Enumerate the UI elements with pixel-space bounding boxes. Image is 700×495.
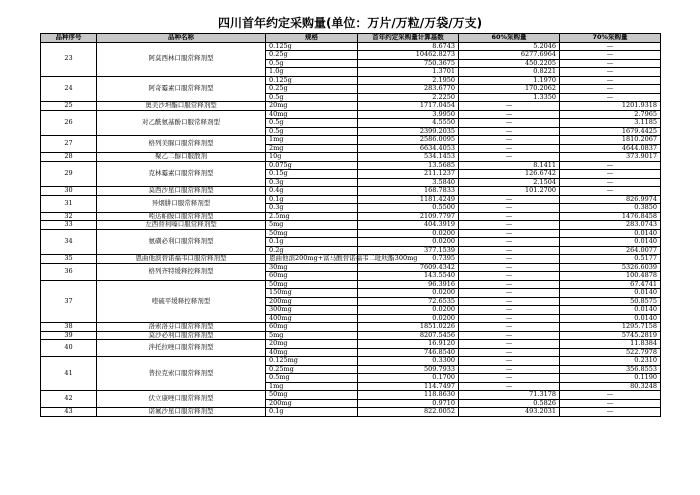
cell-70pct: 1679.4425	[560, 127, 661, 136]
cell-drug-name: 诺氟沙星口服常释剂型	[97, 408, 266, 417]
table-row	[41, 195, 661, 204]
table-row	[41, 280, 661, 289]
cell-60pct: —	[459, 314, 560, 323]
cell-seq: 31	[41, 195, 97, 212]
cell-60pct: —	[459, 306, 560, 315]
cell-spec: 1.0g	[266, 68, 358, 77]
cell-base: 2.2250	[358, 93, 459, 102]
cell-spec: 1mg	[266, 136, 358, 145]
cell-70pct: 67.4741	[560, 280, 661, 289]
cell-spec: 0.125mg	[266, 357, 358, 366]
cell-spec: 0.25mg	[266, 365, 358, 374]
cell-base: 2109.7797	[358, 212, 459, 221]
cell-60pct: 101.2700	[459, 187, 560, 196]
table-row	[41, 391, 661, 400]
cell-70pct: —	[560, 42, 661, 51]
cell-spec: 0.15g	[266, 170, 358, 179]
cell-base: 822.0052	[358, 408, 459, 417]
cell-60pct: —	[459, 144, 560, 153]
cell-60pct: —	[459, 280, 560, 289]
cell-base: 0.1700	[358, 374, 459, 383]
cell-spec: 0.25g	[266, 85, 358, 94]
cell-spec: 60mg	[266, 323, 358, 332]
cell-60pct: —	[459, 374, 560, 383]
cell-base: 118.8630	[358, 391, 459, 400]
cell-base: 746.8540	[358, 348, 459, 357]
cell-spec: 恩曲他滨200mg+富马酸替诺福韦二吡呋酯300mg	[266, 255, 358, 264]
cell-base: 8.6743	[358, 42, 459, 51]
cell-drug-name: 克林霉素口服常释剂型	[97, 161, 266, 187]
table-header	[41, 34, 661, 43]
cell-70pct: 0.0140	[560, 229, 661, 238]
cell-base: 2399.2035	[358, 127, 459, 136]
cell-base: 0.0200	[358, 314, 459, 323]
cell-spec: 0.075g	[266, 161, 358, 170]
cell-base: 10462.8273	[358, 51, 459, 60]
cell-base: 3.9950	[358, 110, 459, 119]
cell-60pct: —	[459, 297, 560, 306]
cell-seq: 26	[41, 110, 97, 136]
cell-70pct: 1476.8458	[560, 212, 661, 221]
cell-spec: 0.2g	[266, 246, 358, 255]
cell-60pct: 1.1970	[459, 76, 560, 85]
cell-drug-name: 异烟肼口服常释剂型	[97, 195, 266, 212]
cell-70pct: 0.1190	[560, 374, 661, 383]
cell-base: 1.3701	[358, 68, 459, 77]
cell-seq: 32	[41, 212, 97, 221]
cell-spec: 1mg	[266, 382, 358, 391]
cell-70pct: —	[560, 399, 661, 408]
table-row	[41, 102, 661, 111]
cell-seq: 39	[41, 331, 97, 340]
cell-base: 2586.0095	[358, 136, 459, 145]
cell-drug-name: 恩曲他滨替诺福韦口服常释剂型	[97, 255, 266, 264]
cell-60pct: —	[459, 221, 560, 230]
cell-base: 7609.4342	[358, 263, 459, 272]
cell-70pct: 5326.6039	[560, 263, 661, 272]
cell-seq: 33	[41, 221, 97, 230]
cell-base: 0.0200	[358, 306, 459, 315]
table-row	[41, 323, 661, 332]
cell-60pct: —	[459, 323, 560, 332]
cell-drug-name: 莫沙必利口服常释剂型	[97, 331, 266, 340]
cell-seq: 37	[41, 280, 97, 323]
cell-70pct: —	[560, 178, 661, 187]
cell-70pct: 0.0140	[560, 238, 661, 247]
cell-base: 168.7833	[358, 187, 459, 196]
cell-spec: 40mg	[266, 110, 358, 119]
cell-base: 8207.5456	[358, 331, 459, 340]
cell-drug-name: 氨磺必利口服常释剂型	[97, 229, 266, 255]
cell-60pct: —	[459, 340, 560, 349]
cell-70pct: 1810.2067	[560, 136, 661, 145]
cell-70pct: 100.4878	[560, 272, 661, 281]
cell-60pct: —	[459, 263, 560, 272]
cell-spec: 150mg	[266, 289, 358, 298]
cell-spec: 0.5g	[266, 119, 358, 128]
cell-drug-name: 普拉克索口服常释剂型	[97, 357, 266, 391]
cell-seq: 30	[41, 187, 97, 196]
cell-spec: 200mg	[266, 297, 358, 306]
cell-70pct: —	[560, 93, 661, 102]
cell-drug-name: 阿奇霉素口服常释剂型	[97, 76, 266, 102]
procurement-table	[40, 33, 661, 417]
cell-base: 4.5550	[358, 119, 459, 128]
cell-spec: 50mg	[266, 280, 358, 289]
cell-spec: 5mg	[266, 221, 358, 230]
cell-70pct: 5745.2819	[560, 331, 661, 340]
cell-drug-name: 伏立康唑口服常释剂型	[97, 391, 266, 408]
table-row	[41, 110, 661, 119]
cell-70pct: 1201.9318	[560, 102, 661, 111]
cell-spec: 0.1g	[266, 408, 358, 417]
cell-70pct: 826.9974	[560, 195, 661, 204]
cell-70pct: —	[560, 170, 661, 179]
cell-70pct: 1295.7158	[560, 323, 661, 332]
cell-spec: 20mg	[266, 340, 358, 349]
cell-70pct: 0.3850	[560, 204, 661, 213]
cell-spec: 5mg	[266, 331, 358, 340]
cell-70pct: 0.5177	[560, 255, 661, 264]
cell-70pct: —	[560, 408, 661, 417]
table-row	[41, 42, 661, 51]
cell-base: 0.5500	[358, 204, 459, 213]
cell-base: 0.0200	[358, 289, 459, 298]
cell-70pct: 0.2310	[560, 357, 661, 366]
cell-base: 0.7395	[358, 255, 459, 264]
cell-seq: 38	[41, 323, 97, 332]
cell-spec: 0.4g	[266, 187, 358, 196]
cell-60pct: 1.3350	[459, 93, 560, 102]
cell-spec: 0.1g	[266, 195, 358, 204]
cell-spec: 0.125g	[266, 76, 358, 85]
cell-70pct: 11.8384	[560, 340, 661, 349]
cell-60pct: 170.2062	[459, 85, 560, 94]
header-70pct: 70%采购量	[560, 34, 661, 43]
cell-drug-name: 聚乙二醇口服散剂	[97, 153, 266, 162]
cell-70pct: 0.0140	[560, 289, 661, 298]
cell-60pct: —	[459, 246, 560, 255]
cell-spec: 10g	[266, 153, 358, 162]
cell-60pct: —	[459, 195, 560, 204]
cell-60pct: 2.1504	[459, 178, 560, 187]
cell-seq: 24	[41, 76, 97, 102]
cell-base: 509.7933	[358, 365, 459, 374]
cell-70pct: —	[560, 76, 661, 85]
cell-60pct: 450.2205	[459, 59, 560, 68]
cell-drug-name: 阿莫西林口服常释剂型	[97, 42, 266, 76]
cell-60pct: —	[459, 127, 560, 136]
table-row	[41, 331, 661, 340]
cell-drug-name: 泮托拉唑口服常释剂型	[97, 340, 266, 357]
cell-seq: 43	[41, 408, 97, 417]
cell-60pct: —	[459, 348, 560, 357]
cell-spec: 0.1g	[266, 238, 358, 247]
cell-spec: 0.125g	[266, 42, 358, 51]
cell-70pct: —	[560, 391, 661, 400]
cell-70pct: —	[560, 161, 661, 170]
cell-base: 143.5540	[358, 272, 459, 281]
cell-70pct: —	[560, 51, 661, 60]
cell-70pct: 2.7965	[560, 110, 661, 119]
cell-spec: 40mg	[266, 348, 358, 357]
cell-70pct: 50.8575	[560, 297, 661, 306]
cell-seq: 34	[41, 229, 97, 255]
cell-70pct: 522.7978	[560, 348, 661, 357]
cell-60pct: 0.5826	[459, 399, 560, 408]
header-spec: 规格	[266, 34, 358, 43]
cell-60pct: —	[459, 153, 560, 162]
cell-seq: 23	[41, 42, 97, 76]
cell-70pct: 356.8553	[560, 365, 661, 374]
cell-60pct: —	[459, 357, 560, 366]
header-base: 首年约定采购量计算基数	[358, 34, 459, 43]
cell-base: 13.5685	[358, 161, 459, 170]
cell-drug-name: 喹硫平缓释控释剂型	[97, 280, 266, 323]
cell-70pct: 0.0140	[560, 314, 661, 323]
cell-base: 96.3916	[358, 280, 459, 289]
cell-base: 3.5840	[358, 178, 459, 187]
cell-spec: 30mg	[266, 263, 358, 272]
cell-60pct: —	[459, 102, 560, 111]
cell-base: 534.1453	[358, 153, 459, 162]
cell-base: 1717.0454	[358, 102, 459, 111]
cell-70pct: 4644.0837	[560, 144, 661, 153]
cell-60pct: 126.6742	[459, 170, 560, 179]
cell-70pct: —	[560, 68, 661, 77]
cell-60pct: —	[459, 136, 560, 145]
table-row	[41, 136, 661, 145]
cell-spec: 0.3g	[266, 178, 358, 187]
cell-drug-name: 吲达帕胺口服常释剂型	[97, 212, 266, 221]
cell-drug-name: 莫西沙星口服常释剂型	[97, 187, 266, 196]
cell-60pct: —	[459, 289, 560, 298]
cell-70pct: —	[560, 59, 661, 68]
cell-spec: 400mg	[266, 314, 358, 323]
cell-spec: 0.3g	[266, 204, 358, 213]
cell-60pct: —	[459, 331, 560, 340]
cell-seq: 36	[41, 263, 97, 280]
cell-base: 0.0200	[358, 238, 459, 247]
cell-drug-name: 奥美沙坦酯口服常释剂型	[97, 102, 266, 111]
cell-base: 404.3919	[358, 221, 459, 230]
cell-spec: 0.5mg	[266, 374, 358, 383]
cell-seq: 35	[41, 255, 97, 264]
cell-60pct: —	[459, 272, 560, 281]
cell-70pct: 283.0743	[560, 221, 661, 230]
table-row	[41, 187, 661, 196]
header-60pct: 60%采购量	[459, 34, 560, 43]
cell-seq: 27	[41, 136, 97, 153]
cell-spec: 60mg	[266, 272, 358, 281]
cell-seq: 28	[41, 153, 97, 162]
cell-spec: 20mg	[266, 102, 358, 111]
cell-base: 283.6770	[358, 85, 459, 94]
table-row	[41, 408, 661, 417]
cell-70pct: 80.3248	[560, 382, 661, 391]
cell-60pct: 6277.6964	[459, 51, 560, 60]
cell-seq: 41	[41, 357, 97, 391]
cell-60pct: —	[459, 229, 560, 238]
cell-base: 0.9710	[358, 399, 459, 408]
cell-70pct: 373.9017	[560, 153, 661, 162]
cell-seq: 25	[41, 102, 97, 111]
cell-base: 1181.4249	[358, 195, 459, 204]
cell-spec: 0.5g	[266, 59, 358, 68]
cell-spec: 0.5g	[266, 93, 358, 102]
cell-drug-name: 格列齐特缓释控释剂型	[97, 263, 266, 280]
page-title: 四川首年约定采购量(单位：万片/万粒/万袋/万支)	[217, 16, 483, 30]
cell-base: 6634.4053	[358, 144, 459, 153]
cell-60pct: —	[459, 212, 560, 221]
cell-base: 72.6535	[358, 297, 459, 306]
cell-base: 2.1950	[358, 76, 459, 85]
cell-60pct: 71.3178	[459, 391, 560, 400]
header-seq: 品种序号	[41, 34, 97, 43]
cell-60pct: 5.2046	[459, 42, 560, 51]
cell-70pct: —	[560, 85, 661, 94]
cell-60pct: 0.8221	[459, 68, 560, 77]
table-row	[41, 255, 661, 264]
cell-base: 0.3300	[358, 357, 459, 366]
table-row	[41, 263, 661, 272]
table-row	[41, 229, 661, 238]
cell-seq: 29	[41, 161, 97, 187]
cell-base: 1851.0226	[358, 323, 459, 332]
table-row	[41, 221, 661, 230]
cell-70pct: —	[560, 187, 661, 196]
table-row	[41, 212, 661, 221]
cell-70pct: 0.0140	[560, 306, 661, 315]
cell-base: 750.3675	[358, 59, 459, 68]
cell-spec: 200mg	[266, 399, 358, 408]
cell-60pct: 8.1411	[459, 161, 560, 170]
cell-base: 16.9120	[358, 340, 459, 349]
cell-drug-name: 格列美脲口服常释剂型	[97, 136, 266, 153]
cell-seq: 42	[41, 391, 97, 408]
cell-base: 211.1237	[358, 170, 459, 179]
cell-drug-name: 洛索洛芬口服常释剂型	[97, 323, 266, 332]
table-row	[41, 76, 661, 85]
table-row	[41, 357, 661, 366]
cell-60pct: —	[459, 119, 560, 128]
cell-drug-name: 对乙酰氨基酚口服常释剂型	[97, 110, 266, 136]
cell-60pct: —	[459, 204, 560, 213]
table-row	[41, 153, 661, 162]
cell-spec: 50mg	[266, 391, 358, 400]
cell-60pct: —	[459, 255, 560, 264]
table-body	[41, 42, 661, 416]
cell-70pct: 3.1185	[560, 119, 661, 128]
cell-spec: 300mg	[266, 306, 358, 315]
cell-spec: 2.5mg	[266, 212, 358, 221]
cell-base: 377.1539	[358, 246, 459, 255]
cell-spec: 50mg	[266, 229, 358, 238]
cell-60pct: —	[459, 365, 560, 374]
table-row	[41, 340, 661, 349]
cell-60pct: —	[459, 382, 560, 391]
cell-60pct: —	[459, 238, 560, 247]
cell-base: 114.7497	[358, 382, 459, 391]
cell-base: 0.0200	[358, 229, 459, 238]
cell-drug-name: 左西替利嗪口服常释剂型	[97, 221, 266, 230]
cell-spec: 0.25g	[266, 51, 358, 60]
cell-60pct: —	[459, 110, 560, 119]
cell-60pct: 493.2031	[459, 408, 560, 417]
cell-70pct: 264.0077	[560, 246, 661, 255]
cell-seq: 40	[41, 340, 97, 357]
table-row	[41, 161, 661, 170]
cell-spec: 0.5g	[266, 127, 358, 136]
header-name: 品种名称	[97, 34, 266, 43]
cell-spec: 2mg	[266, 144, 358, 153]
